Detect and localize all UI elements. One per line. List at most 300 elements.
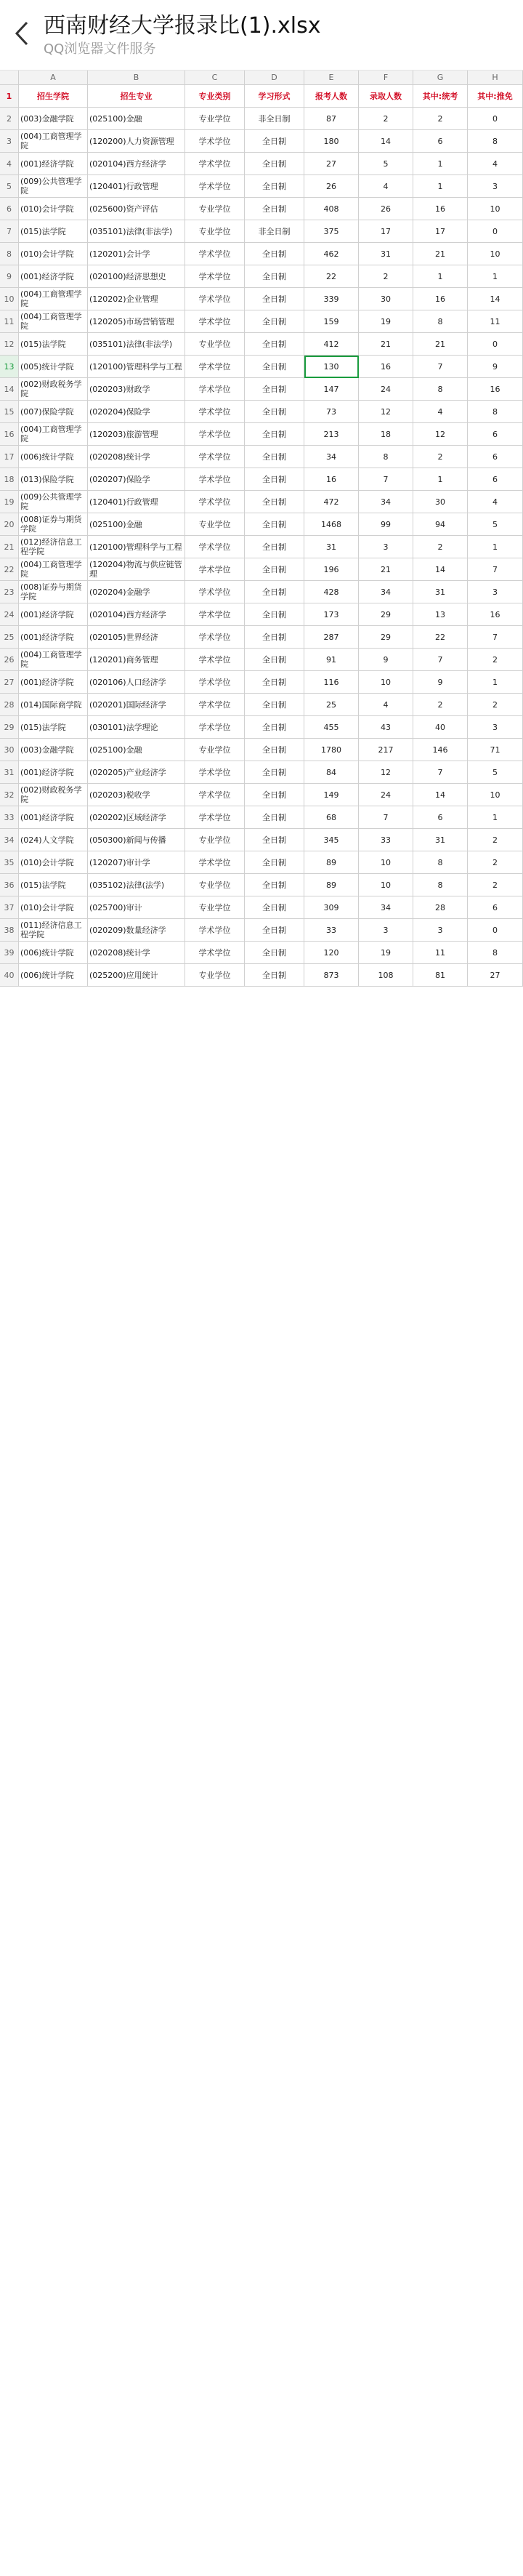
cell-study-mode[interactable]: 全日制 [245, 671, 304, 694]
cell-applicants[interactable]: 873 [304, 964, 359, 987]
cell-major[interactable]: (050300)新闻与传播 [88, 829, 185, 851]
cell-exam-admitted[interactable]: 6 [413, 130, 468, 153]
cell-exempt-admitted[interactable]: 5 [468, 761, 523, 784]
cell-major[interactable]: (120203)旅游管理 [88, 423, 185, 446]
cell-major[interactable]: (020201)国际经济学 [88, 694, 185, 716]
cell-admitted[interactable]: 8 [359, 446, 413, 468]
cell-admitted[interactable]: 34 [359, 491, 413, 513]
cell-exam-admitted[interactable]: 3 [413, 919, 468, 942]
cell-college[interactable]: (010)会计学院 [19, 851, 88, 874]
cell-major-type[interactable]: 专业学位 [185, 513, 245, 536]
cell-applicants[interactable]: 33 [304, 919, 359, 942]
cell-major[interactable]: (020104)西方经济学 [88, 603, 185, 626]
cell-study-mode[interactable]: 全日制 [245, 761, 304, 784]
header-study-mode[interactable]: 学习形式 [245, 85, 304, 108]
cell-major-type[interactable]: 学术学位 [185, 378, 245, 401]
cell-exempt-admitted[interactable]: 6 [468, 423, 523, 446]
cell-exempt-admitted[interactable]: 3 [468, 716, 523, 739]
row-number[interactable]: 24 [0, 603, 19, 626]
cell-exempt-admitted[interactable]: 11 [468, 310, 523, 333]
cell-study-mode[interactable]: 全日制 [245, 739, 304, 761]
cell-admitted[interactable]: 10 [359, 671, 413, 694]
cell-applicants[interactable]: 84 [304, 761, 359, 784]
row-number[interactable]: 9 [0, 265, 19, 288]
cell-exam-admitted[interactable]: 1 [413, 265, 468, 288]
cell-college[interactable]: (015)法学院 [19, 874, 88, 896]
cell-exam-admitted[interactable]: 4 [413, 401, 468, 423]
cell-exam-admitted[interactable]: 21 [413, 243, 468, 265]
cell-exempt-admitted[interactable]: 5 [468, 513, 523, 536]
cell-major-type[interactable]: 学术学位 [185, 558, 245, 581]
cell-admitted[interactable]: 99 [359, 513, 413, 536]
row-number[interactable]: 25 [0, 626, 19, 649]
cell-applicants[interactable]: 22 [304, 265, 359, 288]
row-number[interactable]: 13 [0, 356, 19, 378]
cell-exempt-admitted[interactable]: 1 [468, 265, 523, 288]
row-number[interactable]: 31 [0, 761, 19, 784]
cell-major[interactable]: (020105)世界经济 [88, 626, 185, 649]
cell-study-mode[interactable]: 非全日制 [245, 108, 304, 130]
cell-major-type[interactable]: 学术学位 [185, 446, 245, 468]
cell-exempt-admitted[interactable]: 0 [468, 919, 523, 942]
cell-major[interactable]: (020208)统计学 [88, 942, 185, 964]
cell-college[interactable]: (009)公共管理学院 [19, 491, 88, 513]
cell-exempt-admitted[interactable]: 27 [468, 964, 523, 987]
cell-admitted[interactable]: 12 [359, 761, 413, 784]
cell-exempt-admitted[interactable]: 10 [468, 784, 523, 806]
cell-admitted[interactable]: 3 [359, 536, 413, 558]
cell-applicants[interactable]: 159 [304, 310, 359, 333]
cell-admitted[interactable]: 217 [359, 739, 413, 761]
cell-admitted[interactable]: 24 [359, 784, 413, 806]
row-number[interactable]: 28 [0, 694, 19, 716]
cell-major-type[interactable]: 专业学位 [185, 874, 245, 896]
cell-college[interactable]: (002)财政税务学院 [19, 378, 88, 401]
cell-major[interactable]: (120401)行政管理 [88, 175, 185, 198]
cell-study-mode[interactable]: 全日制 [245, 446, 304, 468]
cell-exam-admitted[interactable]: 11 [413, 942, 468, 964]
cell-study-mode[interactable]: 全日制 [245, 784, 304, 806]
cell-admitted[interactable]: 9 [359, 649, 413, 671]
cell-major-type[interactable]: 学术学位 [185, 581, 245, 603]
row-number[interactable]: 27 [0, 671, 19, 694]
cell-applicants[interactable]: 89 [304, 874, 359, 896]
cell-major-type[interactable]: 学术学位 [185, 153, 245, 175]
cell-college[interactable]: (001)经济学院 [19, 761, 88, 784]
cell-major[interactable]: (020106)人口经济学 [88, 671, 185, 694]
cell-applicants[interactable]: 130 [304, 356, 359, 378]
cell-major[interactable]: (120205)市场营销管理 [88, 310, 185, 333]
header-applicants[interactable]: 报考人数 [304, 85, 359, 108]
cell-college[interactable]: (010)会计学院 [19, 198, 88, 220]
row-number[interactable]: 36 [0, 874, 19, 896]
cell-applicants[interactable]: 116 [304, 671, 359, 694]
cell-exam-admitted[interactable]: 8 [413, 851, 468, 874]
cell-study-mode[interactable]: 全日制 [245, 423, 304, 446]
cell-exempt-admitted[interactable]: 1 [468, 536, 523, 558]
spreadsheet[interactable] [0, 71, 523, 987]
cell-applicants[interactable]: 68 [304, 806, 359, 829]
row-number[interactable]: 4 [0, 153, 19, 175]
cell-applicants[interactable]: 26 [304, 175, 359, 198]
cell-exempt-admitted[interactable]: 16 [468, 378, 523, 401]
cell-major[interactable]: (120201)商务管理 [88, 649, 185, 671]
cell-exempt-admitted[interactable]: 6 [468, 446, 523, 468]
cell-applicants[interactable]: 120 [304, 942, 359, 964]
cell-major[interactable]: (120202)企业管理 [88, 288, 185, 310]
cell-college[interactable]: (012)经济信息工程学院 [19, 536, 88, 558]
column-letter[interactable]: B [88, 71, 185, 85]
cell-applicants[interactable]: 408 [304, 198, 359, 220]
cell-study-mode[interactable]: 全日制 [245, 626, 304, 649]
cell-major-type[interactable]: 学术学位 [185, 603, 245, 626]
cell-exam-admitted[interactable]: 7 [413, 649, 468, 671]
cell-college[interactable]: (010)会计学院 [19, 243, 88, 265]
header-major[interactable]: 招生专业 [88, 85, 185, 108]
cell-exam-admitted[interactable]: 7 [413, 761, 468, 784]
cell-applicants[interactable]: 472 [304, 491, 359, 513]
cell-study-mode[interactable]: 全日制 [245, 694, 304, 716]
cell-exam-admitted[interactable]: 22 [413, 626, 468, 649]
cell-college[interactable]: (006)统计学院 [19, 446, 88, 468]
cell-study-mode[interactable]: 全日制 [245, 716, 304, 739]
header-exempt-admitted[interactable]: 其中:推免 [468, 85, 523, 108]
cell-study-mode[interactable]: 全日制 [245, 175, 304, 198]
cell-exam-admitted[interactable]: 2 [413, 694, 468, 716]
cell-major[interactable]: (025200)应用统计 [88, 964, 185, 987]
cell-admitted[interactable]: 10 [359, 874, 413, 896]
cell-college[interactable]: (011)经济信息工程学院 [19, 919, 88, 942]
cell-major[interactable]: (020202)区域经济学 [88, 806, 185, 829]
cell-exam-admitted[interactable]: 28 [413, 896, 468, 919]
cell-admitted[interactable]: 19 [359, 310, 413, 333]
cell-admitted[interactable]: 2 [359, 265, 413, 288]
cell-college[interactable]: (013)保险学院 [19, 468, 88, 491]
cell-study-mode[interactable]: 全日制 [245, 513, 304, 536]
column-letter[interactable]: A [19, 71, 88, 85]
cell-exam-admitted[interactable]: 1 [413, 153, 468, 175]
cell-major[interactable]: (035102)法律(法学) [88, 874, 185, 896]
cell-exempt-admitted[interactable]: 10 [468, 198, 523, 220]
cell-major-type[interactable]: 专业学位 [185, 333, 245, 356]
cell-exam-admitted[interactable]: 14 [413, 558, 468, 581]
cell-study-mode[interactable]: 全日制 [245, 919, 304, 942]
cell-college[interactable]: (005)统计学院 [19, 356, 88, 378]
cell-applicants[interactable]: 149 [304, 784, 359, 806]
cell-exempt-admitted[interactable]: 2 [468, 694, 523, 716]
cell-college[interactable]: (024)人文学院 [19, 829, 88, 851]
cell-applicants[interactable]: 147 [304, 378, 359, 401]
cell-college[interactable]: (004)工商管理学院 [19, 649, 88, 671]
cell-exam-admitted[interactable]: 40 [413, 716, 468, 739]
cell-exempt-admitted[interactable]: 0 [468, 333, 523, 356]
cell-major-type[interactable]: 学术学位 [185, 806, 245, 829]
row-number[interactable]: 5 [0, 175, 19, 198]
cell-admitted[interactable]: 5 [359, 153, 413, 175]
cell-applicants[interactable]: 345 [304, 829, 359, 851]
cell-exempt-admitted[interactable]: 14 [468, 288, 523, 310]
row-number[interactable]: 1 [0, 85, 19, 108]
cell-admitted[interactable]: 16 [359, 356, 413, 378]
cell-admitted[interactable]: 108 [359, 964, 413, 987]
cell-major-type[interactable]: 学术学位 [185, 694, 245, 716]
cell-exam-admitted[interactable]: 31 [413, 581, 468, 603]
cell-major[interactable]: (020204)金融学 [88, 581, 185, 603]
cell-study-mode[interactable]: 全日制 [245, 603, 304, 626]
cell-major-type[interactable]: 专业学位 [185, 108, 245, 130]
cell-college[interactable]: (004)工商管理学院 [19, 310, 88, 333]
cell-major[interactable]: (020203)财政学 [88, 378, 185, 401]
cell-admitted[interactable]: 4 [359, 175, 413, 198]
row-number[interactable]: 10 [0, 288, 19, 310]
cell-exam-admitted[interactable]: 8 [413, 378, 468, 401]
cell-college[interactable]: (001)经济学院 [19, 671, 88, 694]
cell-exam-admitted[interactable]: 9 [413, 671, 468, 694]
cell-exam-admitted[interactable]: 94 [413, 513, 468, 536]
cell-exam-admitted[interactable]: 2 [413, 446, 468, 468]
cell-applicants[interactable]: 173 [304, 603, 359, 626]
cell-exam-admitted[interactable]: 30 [413, 491, 468, 513]
row-number[interactable]: 7 [0, 220, 19, 243]
cell-college[interactable]: (006)统计学院 [19, 942, 88, 964]
cell-study-mode[interactable]: 全日制 [245, 401, 304, 423]
row-number[interactable]: 40 [0, 964, 19, 987]
row-number[interactable]: 23 [0, 581, 19, 603]
cell-study-mode[interactable]: 全日制 [245, 356, 304, 378]
cell-study-mode[interactable]: 全日制 [245, 581, 304, 603]
column-letter[interactable]: C [185, 71, 245, 85]
row-number[interactable]: 18 [0, 468, 19, 491]
cell-major-type[interactable]: 专业学位 [185, 896, 245, 919]
cell-applicants[interactable]: 196 [304, 558, 359, 581]
cell-major[interactable]: (035101)法律(非法学) [88, 333, 185, 356]
cell-college[interactable]: (002)财政税务学院 [19, 784, 88, 806]
cell-major-type[interactable]: 专业学位 [185, 198, 245, 220]
cell-major-type[interactable]: 学术学位 [185, 942, 245, 964]
cell-study-mode[interactable]: 全日制 [245, 964, 304, 987]
cell-major-type[interactable]: 专业学位 [185, 829, 245, 851]
cell-major[interactable]: (120201)会计学 [88, 243, 185, 265]
row-number[interactable]: 15 [0, 401, 19, 423]
cell-study-mode[interactable]: 全日制 [245, 153, 304, 175]
cell-applicants[interactable]: 89 [304, 851, 359, 874]
cell-study-mode[interactable]: 全日制 [245, 265, 304, 288]
cell-applicants[interactable]: 287 [304, 626, 359, 649]
cell-college[interactable]: (009)公共管理学院 [19, 175, 88, 198]
cell-exempt-admitted[interactable]: 4 [468, 491, 523, 513]
cell-exam-admitted[interactable]: 12 [413, 423, 468, 446]
cell-exam-admitted[interactable]: 146 [413, 739, 468, 761]
row-number[interactable]: 38 [0, 919, 19, 942]
cell-admitted[interactable]: 33 [359, 829, 413, 851]
cell-applicants[interactable]: 91 [304, 649, 359, 671]
cell-exam-admitted[interactable]: 7 [413, 356, 468, 378]
cell-exam-admitted[interactable]: 21 [413, 333, 468, 356]
cell-study-mode[interactable]: 非全日制 [245, 220, 304, 243]
cell-exempt-admitted[interactable]: 3 [468, 581, 523, 603]
cell-exempt-admitted[interactable]: 6 [468, 896, 523, 919]
cell-applicants[interactable]: 27 [304, 153, 359, 175]
cell-major-type[interactable]: 学术学位 [185, 310, 245, 333]
cell-major-type[interactable]: 学术学位 [185, 716, 245, 739]
cell-exempt-admitted[interactable]: 7 [468, 626, 523, 649]
cell-applicants[interactable]: 213 [304, 423, 359, 446]
cell-applicants[interactable]: 180 [304, 130, 359, 153]
cell-admitted[interactable]: 12 [359, 401, 413, 423]
cell-major-type[interactable]: 学术学位 [185, 919, 245, 942]
row-number[interactable]: 3 [0, 130, 19, 153]
cell-college[interactable]: (001)经济学院 [19, 806, 88, 829]
cell-exempt-admitted[interactable]: 8 [468, 942, 523, 964]
cell-applicants[interactable]: 34 [304, 446, 359, 468]
cell-major-type[interactable]: 专业学位 [185, 220, 245, 243]
cell-exempt-admitted[interactable]: 2 [468, 874, 523, 896]
cell-college[interactable]: (014)国际商学院 [19, 694, 88, 716]
cell-college[interactable]: (001)经济学院 [19, 626, 88, 649]
cell-major[interactable]: (120200)人力资源管理 [88, 130, 185, 153]
cell-applicants[interactable]: 428 [304, 581, 359, 603]
cell-major-type[interactable]: 学术学位 [185, 626, 245, 649]
cell-applicants[interactable]: 455 [304, 716, 359, 739]
cell-exempt-admitted[interactable]: 10 [468, 243, 523, 265]
cell-college[interactable]: (001)经济学院 [19, 265, 88, 288]
cell-major[interactable]: (025100)金融 [88, 108, 185, 130]
cell-major[interactable]: (120100)管理科学与工程 [88, 536, 185, 558]
cell-college[interactable]: (004)工商管理学院 [19, 130, 88, 153]
cell-major-type[interactable]: 学术学位 [185, 265, 245, 288]
cell-study-mode[interactable]: 全日制 [245, 333, 304, 356]
cell-major[interactable]: (020104)西方经济学 [88, 153, 185, 175]
cell-admitted[interactable]: 26 [359, 198, 413, 220]
cell-exempt-admitted[interactable]: 2 [468, 851, 523, 874]
cell-applicants[interactable]: 73 [304, 401, 359, 423]
row-number[interactable]: 39 [0, 942, 19, 964]
cell-admitted[interactable]: 43 [359, 716, 413, 739]
cell-admitted[interactable]: 3 [359, 919, 413, 942]
cell-study-mode[interactable]: 全日制 [245, 288, 304, 310]
cell-admitted[interactable]: 4 [359, 694, 413, 716]
cell-applicants[interactable]: 1468 [304, 513, 359, 536]
cell-admitted[interactable]: 10 [359, 851, 413, 874]
cell-exam-admitted[interactable]: 16 [413, 198, 468, 220]
cell-major-type[interactable]: 学术学位 [185, 536, 245, 558]
row-number[interactable]: 11 [0, 310, 19, 333]
cell-exempt-admitted[interactable]: 6 [468, 468, 523, 491]
cell-admitted[interactable]: 7 [359, 468, 413, 491]
header-exam-admitted[interactable]: 其中:统考 [413, 85, 468, 108]
cell-major[interactable]: (020209)数量经济学 [88, 919, 185, 942]
cell-applicants[interactable]: 412 [304, 333, 359, 356]
row-number[interactable]: 32 [0, 784, 19, 806]
cell-college[interactable]: (008)证券与期货学院 [19, 513, 88, 536]
row-number[interactable]: 20 [0, 513, 19, 536]
row-number[interactable]: 21 [0, 536, 19, 558]
row-number[interactable]: 26 [0, 649, 19, 671]
row-number[interactable]: 16 [0, 423, 19, 446]
cell-major[interactable]: (120207)审计学 [88, 851, 185, 874]
cell-study-mode[interactable]: 全日制 [245, 851, 304, 874]
cell-exempt-admitted[interactable]: 1 [468, 671, 523, 694]
cell-admitted[interactable]: 19 [359, 942, 413, 964]
cell-admitted[interactable]: 34 [359, 896, 413, 919]
cell-study-mode[interactable]: 全日制 [245, 468, 304, 491]
cell-applicants[interactable]: 87 [304, 108, 359, 130]
cell-major[interactable]: (020100)经济思想史 [88, 265, 185, 288]
cell-major-type[interactable]: 学术学位 [185, 784, 245, 806]
header-admitted[interactable]: 录取人数 [359, 85, 413, 108]
cell-study-mode[interactable]: 全日制 [245, 874, 304, 896]
cell-exam-admitted[interactable]: 17 [413, 220, 468, 243]
cell-exam-admitted[interactable]: 14 [413, 784, 468, 806]
header-major-type[interactable]: 专业类别 [185, 85, 245, 108]
cell-study-mode[interactable]: 全日制 [245, 243, 304, 265]
cell-admitted[interactable]: 14 [359, 130, 413, 153]
cell-admitted[interactable]: 34 [359, 581, 413, 603]
cell-major[interactable]: (025600)资产评估 [88, 198, 185, 220]
cell-exempt-admitted[interactable]: 71 [468, 739, 523, 761]
column-letter[interactable]: D [245, 71, 304, 85]
cell-major[interactable]: (120401)行政管理 [88, 491, 185, 513]
row-number[interactable]: 33 [0, 806, 19, 829]
cell-applicants[interactable]: 16 [304, 468, 359, 491]
cell-major[interactable]: (030101)法学理论 [88, 716, 185, 739]
cell-college[interactable]: (015)法学院 [19, 716, 88, 739]
cell-admitted[interactable]: 18 [359, 423, 413, 446]
cell-college[interactable]: (008)证券与期货学院 [19, 581, 88, 603]
cell-exam-admitted[interactable]: 8 [413, 874, 468, 896]
cell-exempt-admitted[interactable]: 8 [468, 401, 523, 423]
corner-cell[interactable] [0, 71, 19, 85]
cell-major-type[interactable]: 学术学位 [185, 130, 245, 153]
cell-major-type[interactable]: 学术学位 [185, 671, 245, 694]
cell-exam-admitted[interactable]: 31 [413, 829, 468, 851]
cell-college[interactable]: (001)经济学院 [19, 153, 88, 175]
cell-college[interactable]: (004)工商管理学院 [19, 558, 88, 581]
cell-major-type[interactable]: 学术学位 [185, 423, 245, 446]
cell-applicants[interactable]: 25 [304, 694, 359, 716]
cell-major-type[interactable]: 学术学位 [185, 356, 245, 378]
row-number[interactable]: 2 [0, 108, 19, 130]
row-number[interactable]: 35 [0, 851, 19, 874]
row-number[interactable]: 22 [0, 558, 19, 581]
cell-college[interactable]: (006)统计学院 [19, 964, 88, 987]
cell-applicants[interactable]: 462 [304, 243, 359, 265]
cell-admitted[interactable]: 21 [359, 333, 413, 356]
cell-major[interactable]: (025100)金融 [88, 739, 185, 761]
row-number[interactable]: 29 [0, 716, 19, 739]
cell-major-type[interactable]: 专业学位 [185, 739, 245, 761]
column-letter[interactable]: H [468, 71, 523, 85]
cell-major[interactable]: (120204)物流与供应链管理 [88, 558, 185, 581]
cell-exam-admitted[interactable]: 8 [413, 310, 468, 333]
row-number[interactable]: 19 [0, 491, 19, 513]
cell-applicants[interactable]: 1780 [304, 739, 359, 761]
cell-study-mode[interactable]: 全日制 [245, 829, 304, 851]
cell-college[interactable]: (003)金融学院 [19, 739, 88, 761]
cell-admitted[interactable]: 31 [359, 243, 413, 265]
cell-exam-admitted[interactable]: 16 [413, 288, 468, 310]
cell-major-type[interactable]: 学术学位 [185, 761, 245, 784]
cell-exempt-admitted[interactable]: 7 [468, 558, 523, 581]
cell-major[interactable]: (020203)税收学 [88, 784, 185, 806]
cell-college[interactable]: (007)保险学院 [19, 401, 88, 423]
cell-exempt-admitted[interactable]: 1 [468, 806, 523, 829]
cell-exam-admitted[interactable]: 81 [413, 964, 468, 987]
cell-major-type[interactable]: 学术学位 [185, 851, 245, 874]
cell-major-type[interactable]: 学术学位 [185, 649, 245, 671]
cell-exempt-admitted[interactable]: 3 [468, 175, 523, 198]
cell-exempt-admitted[interactable]: 4 [468, 153, 523, 175]
